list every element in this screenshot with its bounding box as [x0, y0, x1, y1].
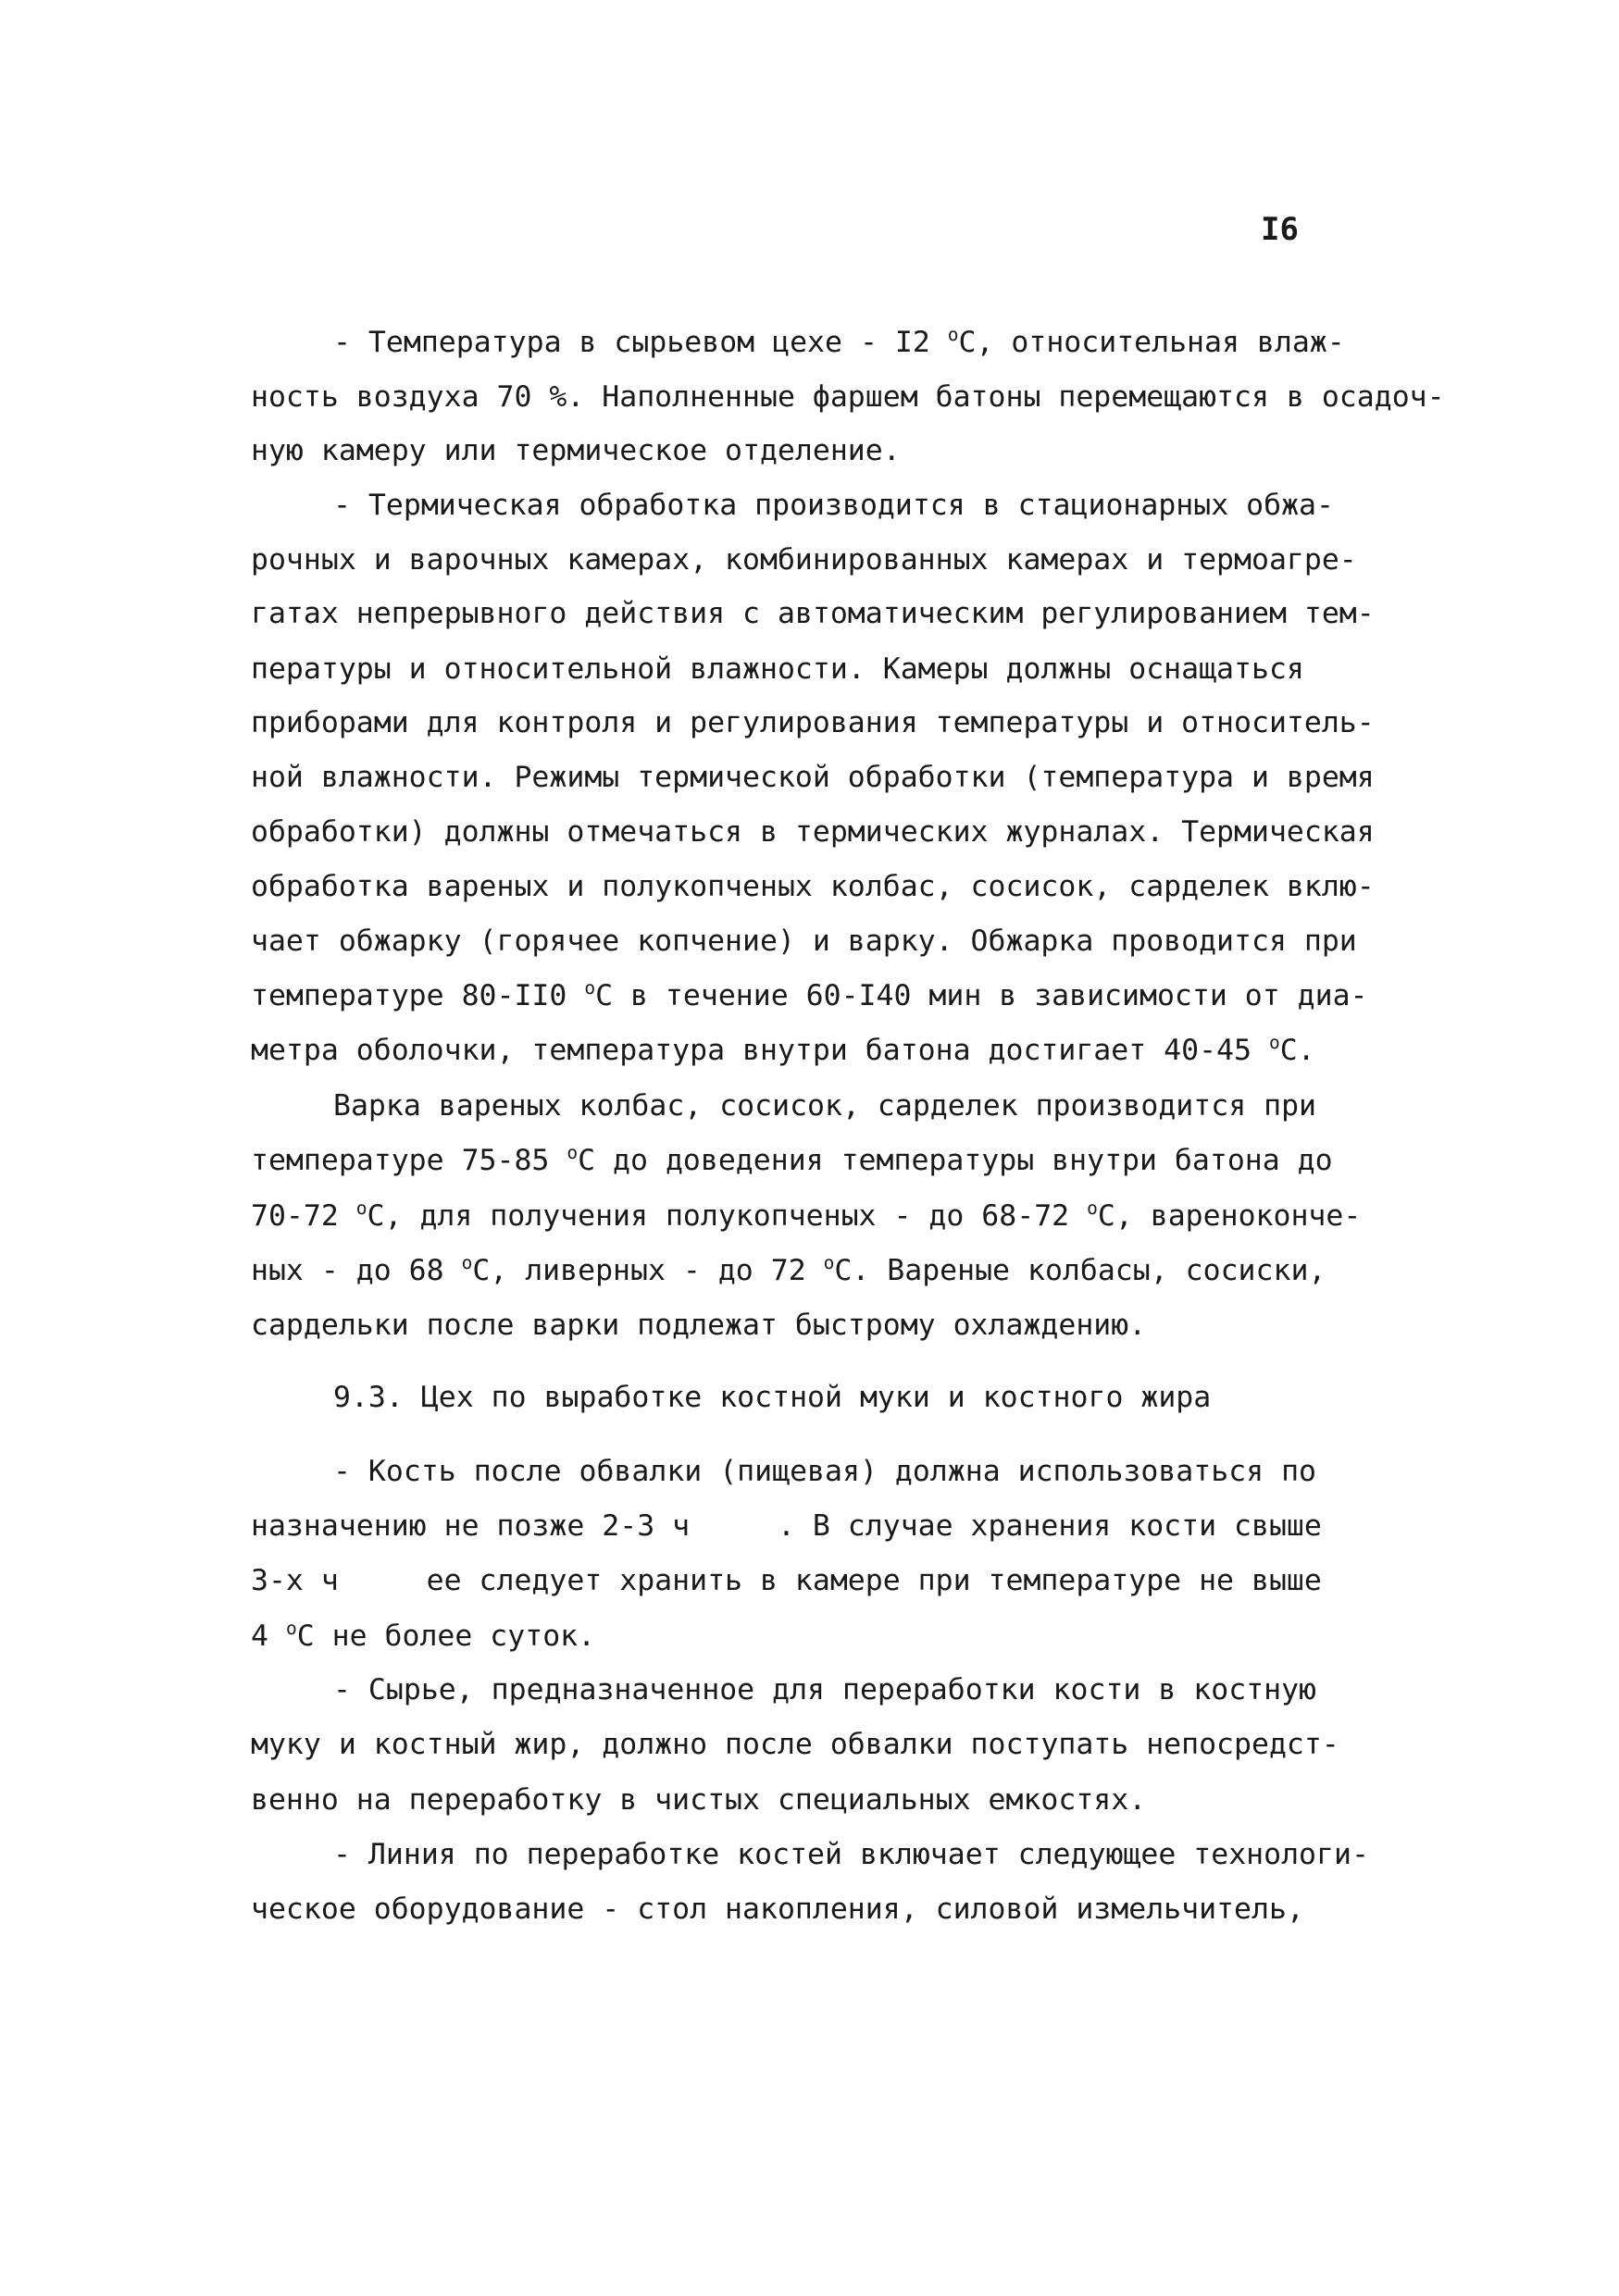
section-heading: 9.3. Цех по выработке костной муки и костного жира: [333, 1381, 1212, 1414]
text-line: - Температура в сырьевом цехе - I2 $^o$С, относительная влаж-: [333, 323, 1345, 359]
text-line: сардельки после варки подлежат быстрому охлаждению.: [251, 1309, 1147, 1342]
text-line: 4 $^o$С не более суток.: [251, 1617, 596, 1653]
text-line: ность воздуха 70 %. Наполненные фаршем батоны перемещаются в осадоч-: [251, 380, 1445, 414]
text-line: муку и костный жир, должно после обвалки поступать непосредст-: [251, 1728, 1339, 1761]
text-line: приборами для контроля и регулирования температуры и относитель-: [251, 706, 1375, 739]
text-line: температуре 80-II0 $^o$С в течение 60-I40 мин в зависимости от диа-: [251, 976, 1368, 1012]
text-line: назначению не позже 2-3 ч . В случае хранения кости свыше: [251, 1509, 1322, 1543]
text-line: - Сырье, предназначенное для переработки кости в костную: [333, 1673, 1317, 1706]
text-line: Варка вареных колбас, сосисок, сарделек производится при: [333, 1089, 1317, 1123]
text-line: - Линия по переработке костей включает следующее технологи-: [333, 1838, 1369, 1871]
text-line: пературы и относительной влажности. Камеры должны оснащаться: [251, 652, 1304, 686]
text-line: обработки) должны отмечаться в термических журналах. Термическая: [251, 815, 1375, 849]
text-line: метра оболочки, температура внутри батона достигает 40-45 $^o$С.: [251, 1031, 1315, 1067]
text-line: гатах непрерывного действия с автоматическим регулированием тем-: [251, 597, 1375, 630]
text-line: 70-72 $^o$С, для получения полукопченых - до 68-72 $^o$С, вареноконче-: [251, 1197, 1362, 1233]
text-line: ных - до 68 $^o$С, ливерных - до 72 $^o$С. Вареные колбасы, сосиски,: [251, 1251, 1326, 1287]
text-line: - Термическая обработка производится в стационарных обжа-: [333, 489, 1334, 522]
page-number: I6: [1261, 211, 1299, 248]
text-line: обработка вареных и полукопченых колбас, сосисок, сарделек вклю-: [251, 870, 1375, 903]
text-line: ную камеру или термическое отделение.: [251, 434, 901, 467]
text-line: - Кость после обвалки (пищевая) должна использоваться по: [333, 1455, 1317, 1488]
text-line: ной влажности. Режимы термической обработки (температура и время: [251, 761, 1375, 794]
text-line: венно на переработку в чистых специальных емкостях.: [251, 1783, 1147, 1817]
text-line: чает обжарку (горячее копчение) и варку. Обжарка проводится при: [251, 925, 1357, 958]
text-line: температуре 75-85 $^o$С до доведения температуры внутри батона до: [251, 1141, 1333, 1177]
text-line: 3-х ч ее следует хранить в камере при температуре не выше: [251, 1564, 1322, 1597]
text-line: рочных и варочных камерах, комбинированных камерах и термоагре-: [251, 543, 1357, 577]
text-line: ческое оборудование - стол накопления, силовой измельчитель,: [251, 1893, 1304, 1926]
